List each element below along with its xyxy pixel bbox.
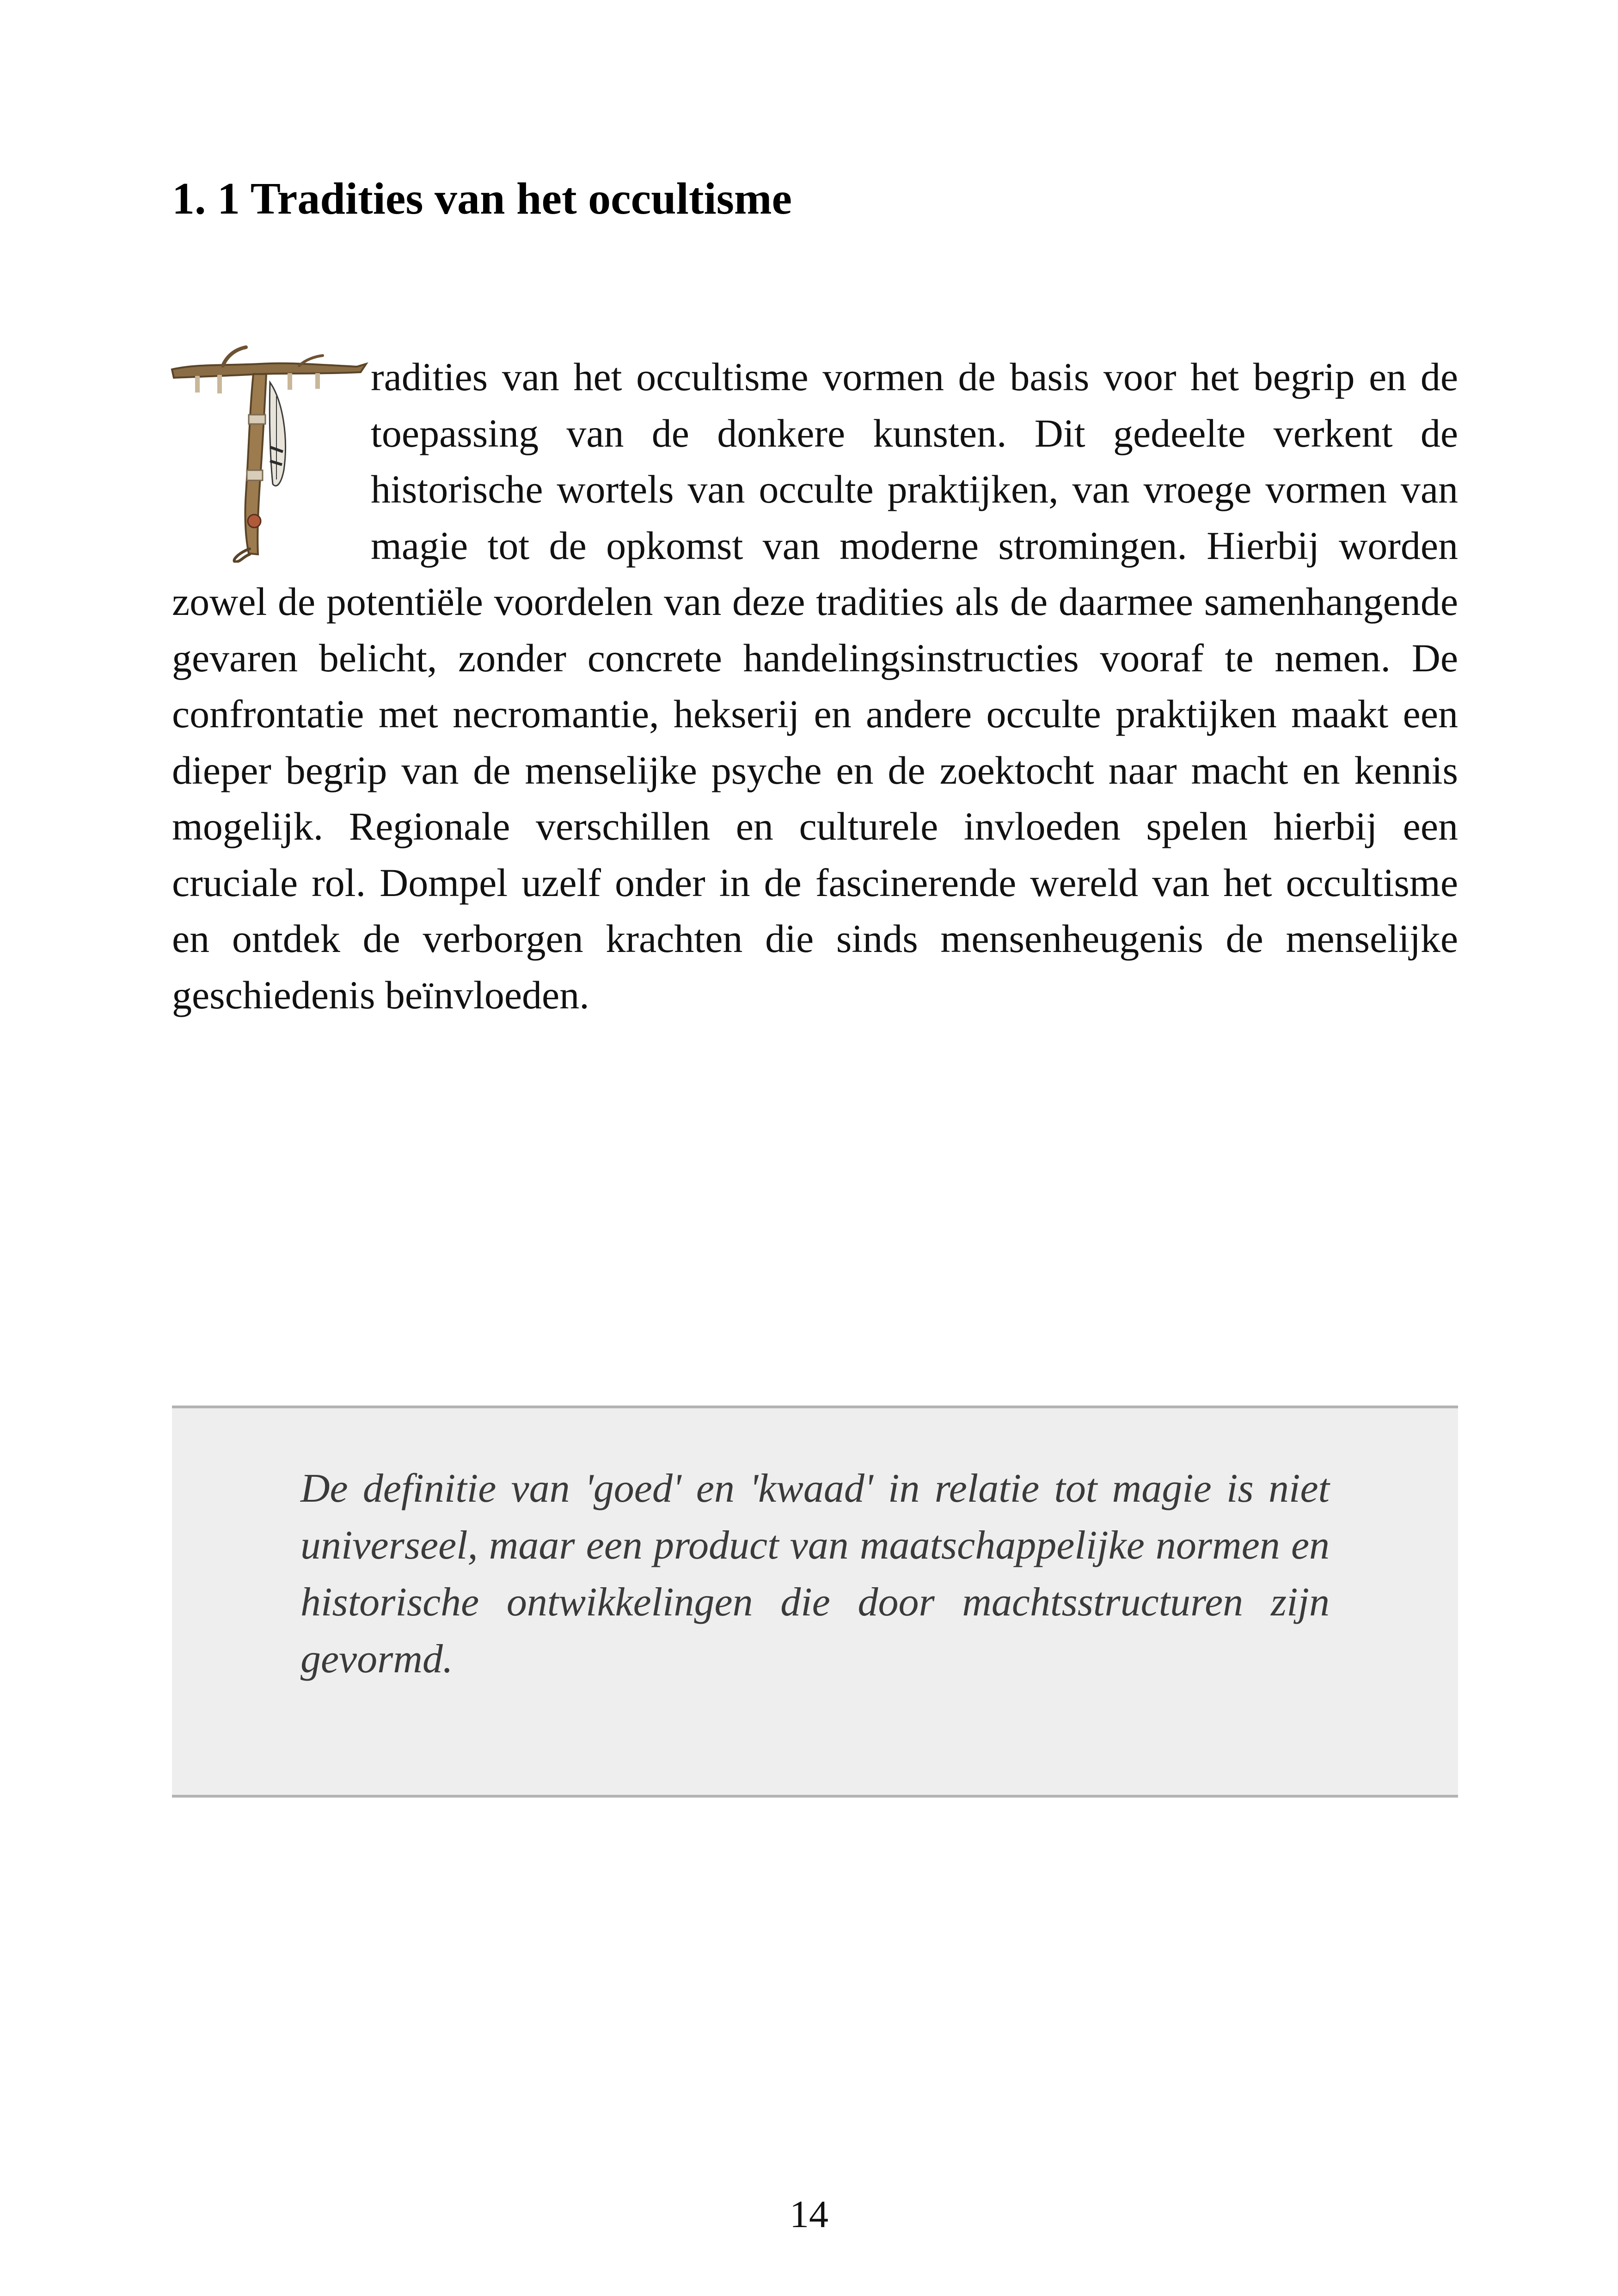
dropcap-t-illustration	[167, 345, 371, 563]
section-heading: 1. 1 Tradities van het occultisme	[172, 174, 792, 224]
intro-paragraph-text: radities van het occultisme vormen de basis voor het begrip en de toepassing van de donkere kunsten. Dit gedeelte verkent de historische wortels van occulte praktijken, van vroege vormen van magie tot de opkomst van moderne stromingen. Hierbij worden zowel de potentiële voordelen van deze tradities als de daarmee samenhangende gevaren belicht, zonder concrete handelingsinstructies vooraf te nemen. De confrontatie met necromantie, hekserij en andere occulte praktijken maakt een dieper begrip van de menselijke psyche en de zoektocht naar macht en kennis mogelijk. Regionale verschillen en culturele invloeden spelen hierbij een cruciale rol. Dompel uzelf onder in de fascinerende wereld van het occultisme en ontdek de verborgen krachten die sinds mensenheugenis de menselijke geschiedenis beïnvloeden.	[172, 355, 1458, 1017]
page-number: 14	[790, 2193, 828, 2236]
pull-quote-text: De definitie van 'goed' en 'kwaad' in relatie tot magie is niet universeel, maar een product van maatschappelijke normen en historische ontwikkelingen die door machtsstructuren zijn gevormd.	[300, 1466, 1330, 1682]
pull-quote-box	[172, 1406, 1458, 1798]
intro-paragraph	[172, 349, 1458, 1023]
